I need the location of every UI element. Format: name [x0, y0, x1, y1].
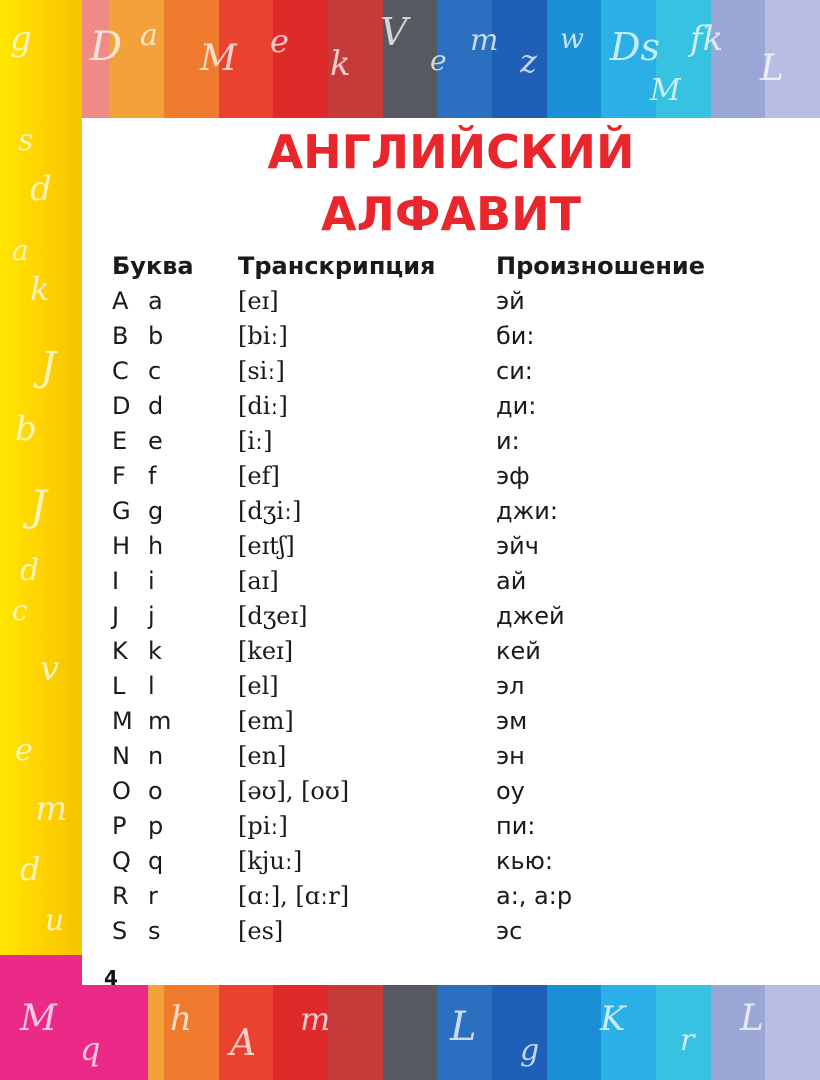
color-stripe — [219, 0, 274, 118]
page-number: 4 — [104, 966, 118, 990]
svg-text:L: L — [450, 1004, 477, 1050]
pronunciation-cell: а:, а:р — [496, 882, 573, 910]
transcription-cell: [aɪ] — [238, 567, 279, 595]
letter-upper: I — [112, 567, 120, 595]
pronunciation-cell: эф — [496, 462, 530, 490]
color-stripe — [547, 0, 602, 118]
color-stripe — [383, 985, 438, 1080]
color-stripe — [765, 0, 820, 118]
letter-upper: F — [112, 462, 126, 490]
color-stripe — [219, 985, 274, 1080]
letter-lower: b — [148, 322, 164, 350]
table-row — [0, 914, 820, 949]
color-stripe — [601, 985, 656, 1080]
pronunciation-cell: кей — [496, 637, 541, 665]
svg-text:fk: fk — [690, 19, 724, 59]
page-title-line1: АНГЛИЙСКИЙ — [267, 125, 635, 179]
color-stripe — [164, 985, 219, 1080]
svg-text:a: a — [140, 18, 158, 53]
transcription-cell: [əʊ], [oʊ] — [238, 777, 350, 805]
pronunciation-cell: эн — [496, 742, 525, 770]
pronunciation-cell: пи: — [496, 812, 536, 840]
pronunciation-cell: эл — [496, 672, 525, 700]
alphabet-table — [0, 284, 820, 949]
color-stripe — [547, 985, 602, 1080]
transcription-cell: [ef] — [238, 462, 280, 490]
table-row — [0, 599, 820, 634]
letter-lower: a — [148, 287, 163, 315]
transcription-cell: [piː] — [238, 812, 288, 840]
table-row — [0, 354, 820, 389]
color-stripe — [765, 985, 820, 1080]
letter-lower: q — [148, 847, 164, 875]
table-row — [0, 389, 820, 424]
letter-upper: B — [112, 322, 129, 350]
table-row — [0, 634, 820, 669]
letter-lower: n — [148, 742, 164, 770]
table-row — [0, 564, 820, 599]
table-row — [0, 774, 820, 809]
svg-text:e: e — [270, 22, 289, 60]
svg-text:M: M — [20, 998, 57, 1039]
color-stripe — [273, 0, 328, 118]
color-stripe — [437, 0, 492, 118]
svg-text:s: s — [18, 123, 34, 158]
transcription-cell: [biː] — [238, 322, 288, 350]
color-stripe — [656, 0, 711, 118]
letter-lower: g — [148, 497, 164, 525]
letter-upper: E — [112, 427, 128, 455]
color-stripe — [492, 0, 547, 118]
svg-text:w: w — [560, 22, 584, 55]
svg-text:g: g — [520, 1033, 540, 1068]
pronunciation-cell: эйч — [496, 532, 539, 560]
letter-lower: i — [148, 567, 155, 595]
svg-text:m: m — [300, 1000, 331, 1038]
svg-text:m: m — [470, 23, 499, 58]
svg-text:e: e — [15, 733, 33, 768]
column-header-letter: Буква — [112, 252, 194, 280]
transcription-cell: [em] — [238, 707, 294, 735]
pronunciation-cell: би: — [496, 322, 535, 350]
table-row — [0, 844, 820, 879]
table-row — [0, 529, 820, 564]
svg-text:b: b — [15, 409, 37, 449]
table-row — [0, 704, 820, 739]
letter-lower: h — [148, 532, 164, 560]
color-stripe — [711, 985, 766, 1080]
svg-text:a: a — [12, 234, 29, 267]
svg-text:M: M — [200, 38, 237, 79]
letter-upper: R — [112, 882, 129, 910]
letter-lower: m — [148, 707, 172, 735]
svg-text:e: e — [430, 44, 447, 77]
table-row — [0, 319, 820, 354]
letter-upper: D — [112, 392, 131, 420]
svg-text:J: J — [40, 344, 57, 390]
pronunciation-cell: си: — [496, 357, 533, 385]
svg-text:J: J — [30, 481, 47, 530]
letter-lower: d — [148, 392, 164, 420]
letter-upper: N — [112, 742, 130, 770]
svg-text:q: q — [80, 1030, 101, 1068]
table-row — [0, 424, 820, 459]
color-stripe — [109, 0, 164, 118]
svg-text:d: d — [30, 169, 52, 209]
svg-text:L: L — [740, 998, 764, 1039]
column-header-transcription: Транскрипция — [238, 252, 436, 280]
svg-text:D: D — [90, 24, 123, 70]
transcription-cell: [dʒeɪ] — [238, 602, 308, 630]
svg-text:k: k — [330, 44, 351, 84]
transcription-cell: [en] — [238, 742, 287, 770]
transcription-cell: [iː] — [238, 427, 273, 455]
svg-text:z: z — [520, 42, 537, 80]
column-header-pronunciation: Произношение — [496, 252, 706, 280]
svg-text:k: k — [30, 270, 50, 308]
pronunciation-cell: джи: — [496, 497, 558, 525]
pronunciation-cell: ди: — [496, 392, 537, 420]
letter-lower: s — [148, 917, 161, 945]
transcription-cell: [ɑː], [ɑːr] — [238, 882, 350, 910]
color-stripe — [273, 985, 331, 1080]
svg-text:V: V — [380, 10, 408, 54]
letter-upper: S — [112, 917, 128, 945]
color-stripe — [383, 0, 438, 118]
letter-upper: M — [112, 707, 133, 735]
table-row — [0, 459, 820, 494]
color-stripe — [601, 0, 656, 118]
letter-upper: Q — [112, 847, 131, 875]
letter-lower: j — [148, 602, 155, 630]
pronunciation-cell: эм — [496, 707, 528, 735]
transcription-cell: [eɪtʃ] — [238, 532, 295, 560]
letter-lower: c — [148, 357, 162, 385]
transcription-cell: [diː] — [238, 392, 288, 420]
svg-text:Ds: Ds — [610, 25, 660, 69]
letter-lower: p — [148, 812, 164, 840]
svg-text:c: c — [12, 594, 28, 627]
letter-lower: e — [148, 427, 163, 455]
svg-text:d: d — [20, 553, 40, 588]
letter-lower: f — [148, 462, 157, 490]
svg-text:K: K — [600, 999, 626, 1039]
pronunciation-cell: эс — [496, 917, 523, 945]
transcription-cell: [kjuː] — [238, 847, 303, 875]
letter-upper: C — [112, 357, 129, 385]
transcription-cell: [es] — [238, 917, 284, 945]
color-stripe — [711, 0, 766, 118]
letter-upper: L — [112, 672, 126, 700]
table-row — [0, 739, 820, 774]
transcription-cell: [eɪ] — [238, 287, 279, 315]
svg-text:L: L — [760, 48, 784, 89]
letter-lower: l — [148, 672, 155, 700]
color-stripe — [328, 985, 383, 1080]
table-row — [0, 494, 820, 529]
color-stripe — [437, 985, 492, 1080]
color-stripe — [328, 0, 383, 118]
color-stripe — [656, 985, 711, 1080]
svg-text:M: M — [650, 73, 681, 108]
svg-text:m: m — [35, 789, 68, 829]
svg-text:v: v — [40, 649, 60, 689]
pronunciation-cell: оу — [496, 777, 525, 805]
letter-upper: P — [112, 812, 127, 840]
pronunciation-cell: кью: — [496, 847, 553, 875]
letter-upper: O — [112, 777, 131, 805]
table-row — [0, 809, 820, 844]
transcription-cell: [keɪ] — [238, 637, 294, 665]
svg-text:d: d — [20, 850, 41, 888]
color-stripe — [492, 985, 547, 1080]
pronunciation-cell: джей — [496, 602, 565, 630]
decorative-top-band — [0, 0, 820, 118]
svg-text:g: g — [10, 19, 32, 59]
transcription-cell: [el] — [238, 672, 279, 700]
table-row — [0, 669, 820, 704]
letter-upper: H — [112, 532, 131, 560]
letter-lower: o — [148, 777, 163, 805]
svg-text:h: h — [170, 999, 192, 1039]
letter-upper: G — [112, 497, 131, 525]
transcription-cell: [siː] — [238, 357, 285, 385]
pronunciation-cell: ай — [496, 567, 527, 595]
table-row — [0, 879, 820, 914]
color-stripe — [164, 0, 219, 118]
pronunciation-cell: и: — [496, 427, 520, 455]
letter-upper: A — [112, 287, 129, 315]
svg-text:u: u — [45, 903, 65, 938]
svg-text:A: A — [230, 1023, 256, 1064]
table-row — [0, 284, 820, 319]
letter-upper: K — [112, 637, 128, 665]
letter-upper: J — [112, 602, 120, 630]
svg-text:r: r — [680, 1023, 695, 1058]
letter-lower: k — [148, 637, 162, 665]
transcription-cell: [dʒiː] — [238, 497, 302, 525]
page-title-line2: АЛФАВИТ — [321, 187, 581, 241]
pronunciation-cell: эй — [496, 287, 525, 315]
letter-lower: r — [148, 882, 158, 910]
